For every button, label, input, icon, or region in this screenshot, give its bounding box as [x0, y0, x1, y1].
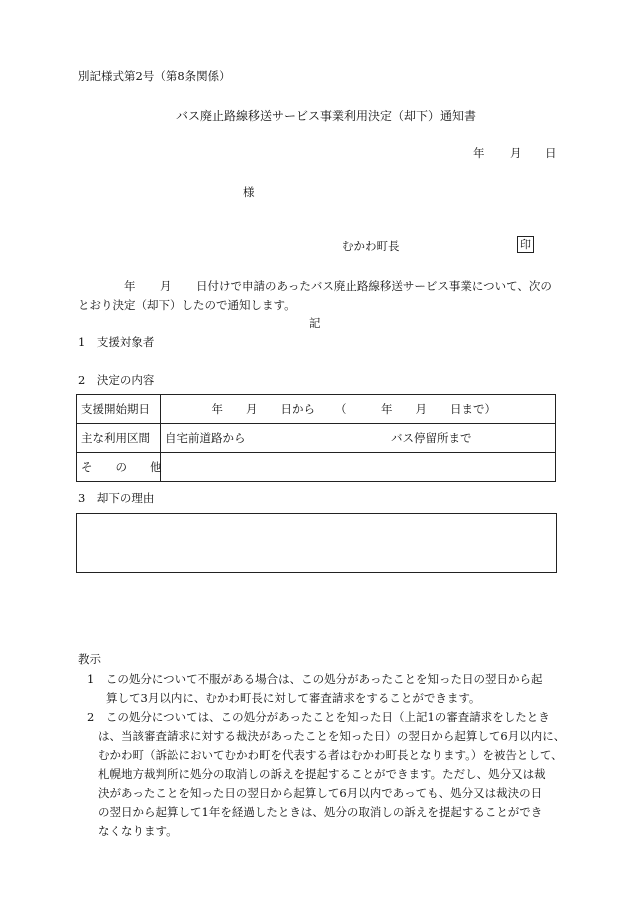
start-date-until: （ 年 月 日まで）: [335, 402, 496, 416]
table-label-other: そ の 他: [77, 453, 161, 482]
notice-item-2-line: は、当該審査請求に対する裁決があったことを知った日）の翌日から起算して6月以内に、: [98, 729, 566, 743]
date-month-label: 月: [510, 146, 522, 160]
table-label-route: 主な利用区間: [77, 424, 161, 453]
addressee-suffix: 様: [243, 185, 255, 199]
seal-mark: 印: [517, 236, 534, 253]
table-cell-other: [161, 453, 556, 482]
form-number: 別記様式第2号（第8条関係）: [78, 69, 231, 83]
ki-marker: 記: [309, 316, 321, 330]
section-1-heading: 1 支援対象者: [78, 335, 155, 349]
notice-item-1: [78, 670, 558, 708]
decision-table: [76, 394, 556, 482]
table-cell-route: [161, 424, 556, 453]
route-to: バス停留所まで: [391, 431, 472, 445]
notice-item-2-line: なくなります。: [98, 824, 178, 838]
table-row: [77, 395, 556, 424]
route-from: 自宅前道路から: [165, 431, 246, 445]
notice-item-2-line: 札幌地方裁判所に処分の取消しの訴えを提起することができます。ただし、処分又は裁: [98, 767, 546, 781]
section-2-heading: 2 決定の内容: [78, 373, 155, 387]
rejection-reason-box: [76, 513, 557, 573]
date-year-label: 年: [473, 146, 485, 160]
document-title: バス廃止路線移送サービス事業利用決定（却下）通知書: [176, 109, 477, 123]
table-label-start-date: 支援開始期日: [77, 395, 161, 424]
table-cell-start-date: [161, 395, 556, 424]
body-month-label: 月: [160, 279, 172, 293]
notice-heading: 教示: [78, 652, 101, 666]
notice-item-2-line: 2 この処分については、この処分があったことを知った日（上記1の審査請求をしたとき: [87, 710, 550, 724]
table-row: [77, 453, 556, 482]
body-line-2: とおり決定（却下）したので通知します。: [78, 298, 296, 312]
body-year-label: 年: [124, 279, 136, 293]
notice-item-2-line: の翌日から起算して1年を経過したときは、処分の取消しの訴えを提起することができ: [98, 805, 543, 819]
notice-item-2-line: 決があったことを知った日の翌日から起算して6月以内であっても、処分又は裁決の日: [98, 786, 543, 800]
issuer-name: むかわ町長: [342, 239, 400, 253]
table-row: [77, 424, 556, 453]
start-date-from: 年 月 日から: [211, 402, 315, 416]
body-line-1: 日付けで申請のあったバス廃止路線移送サービス事業について、次の: [196, 279, 552, 293]
notice-item-2: [78, 708, 566, 841]
date-day-label: 日: [545, 146, 557, 160]
section-3-heading: 3 却下の理由: [78, 491, 155, 505]
notice-item-2-line: むかわ町（訴訟においてむかわ町を代表する者はむかわ町長となります。）を被告として、: [98, 748, 563, 762]
notice-item-1-line: 1 この処分について不服がある場合は、この処分があったことを知った日の翌日から起: [87, 672, 543, 686]
notice-item-1-line: 算して3月以内に、むかわ町長に対して審査請求をすることができます。: [106, 691, 481, 705]
